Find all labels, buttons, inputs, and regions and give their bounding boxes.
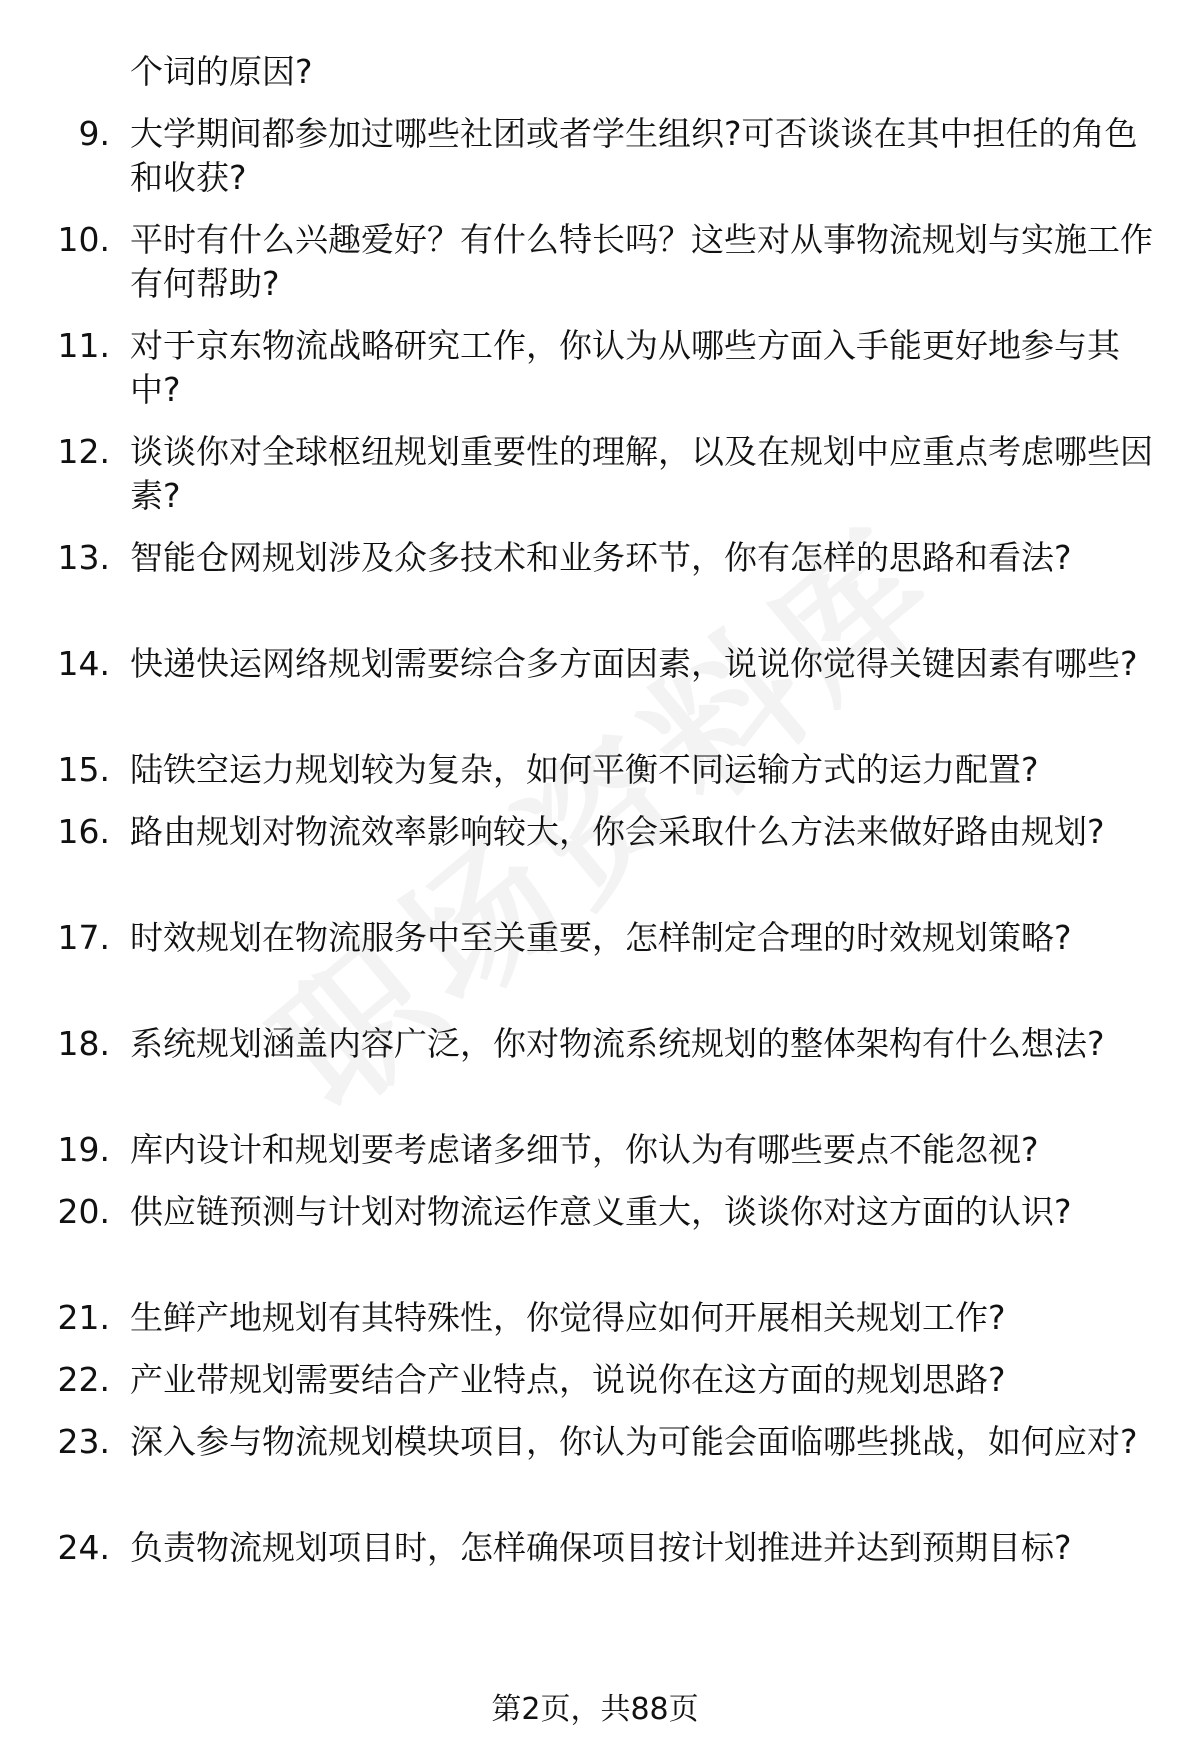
question-text: 对于京东物流战略研究工作，你认为从哪些方面入手能更好地参与其中? bbox=[130, 326, 1120, 409]
question-text: 快递快运网络规划需要综合多方面因素，说说你觉得关键因素有哪些? bbox=[130, 644, 1138, 683]
question-text: 系统规划涵盖内容广泛，你对物流系统规划的整体架构有什么想法? bbox=[130, 1024, 1105, 1063]
question-number: 20. bbox=[57, 1192, 110, 1231]
question-number: 23. bbox=[57, 1422, 110, 1461]
continuation-line: 个词的原因? bbox=[130, 52, 313, 91]
question-number: 18. bbox=[57, 1024, 110, 1063]
page-footer: 第2页，共88页 bbox=[491, 1692, 699, 1727]
question-number: 15. bbox=[57, 750, 110, 789]
question-number: 22. bbox=[57, 1360, 110, 1399]
question-number: 17. bbox=[57, 918, 110, 957]
question-number: 19. bbox=[57, 1130, 110, 1169]
question-number: 16. bbox=[57, 812, 110, 851]
question-number: 10. bbox=[57, 220, 110, 259]
question-number: 21. bbox=[57, 1298, 110, 1337]
question-text: 路由规划对物流效率影响较大，你会采取什么方法来做好路由规划? bbox=[130, 812, 1105, 851]
question-text: 谈谈你对全球枢纽规划重要性的理解，以及在规划中应重点考虑哪些因素? bbox=[130, 432, 1153, 515]
question-number: 12. bbox=[57, 432, 110, 471]
question-text: 时效规划在物流服务中至关重要，怎样制定合理的时效规划策略? bbox=[130, 918, 1072, 957]
question-text: 供应链预测与计划对物流运作意义重大，谈谈你对这方面的认识? bbox=[130, 1192, 1072, 1231]
question-text: 智能仓网规划涉及众多技术和业务环节，你有怎样的思路和看法? bbox=[130, 538, 1072, 577]
question-number: 11. bbox=[57, 326, 110, 365]
question-text: 深入参与物流规划模块项目，你认为可能会面临哪些挑战，如何应对? bbox=[130, 1422, 1138, 1461]
question-number: 14. bbox=[57, 644, 110, 683]
question-text: 生鲜产地规划有其特殊性，你觉得应如何开展相关规划工作? bbox=[130, 1298, 1006, 1337]
question-text: 产业带规划需要结合产业特点，说说你在这方面的规划思路? bbox=[130, 1360, 1006, 1399]
question-number: 9. bbox=[78, 114, 110, 153]
question-text: 库内设计和规划要考虑诸多细节，你认为有哪些要点不能忽视? bbox=[130, 1130, 1039, 1169]
question-text: 平时有什么兴趣爱好？有什么特长吗？这些对从事物流规划与实施工作有何帮助? bbox=[130, 220, 1153, 303]
question-number: 24. bbox=[57, 1528, 110, 1567]
question-number: 13. bbox=[57, 538, 110, 577]
question-text: 陆铁空运力规划较为复杂，如何平衡不同运输方式的运力配置? bbox=[130, 750, 1039, 789]
question-text: 负责物流规划项目时，怎样确保项目按计划推进并达到预期目标? bbox=[130, 1528, 1072, 1567]
question-text: 大学期间都参加过哪些社团或者学生组织?可否谈谈在其中担任的角色和收获? bbox=[130, 114, 1138, 197]
